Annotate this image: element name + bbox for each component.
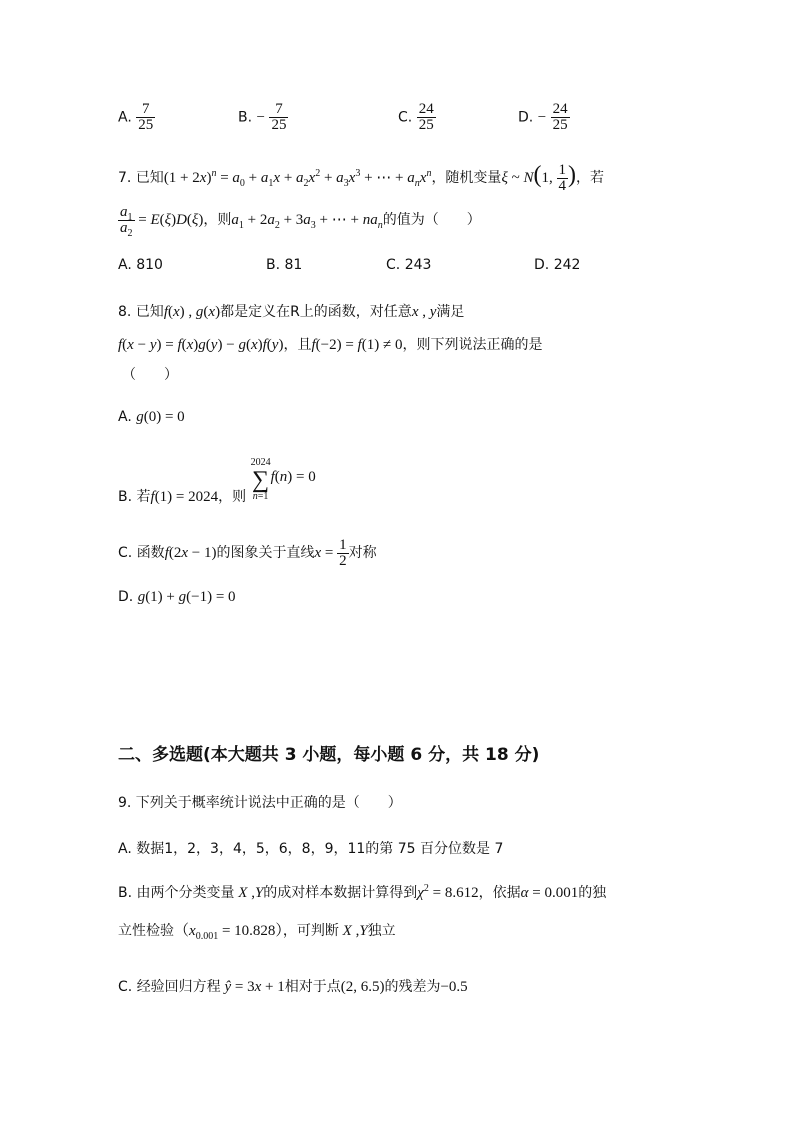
option-text-2: ，则 <box>218 489 247 505</box>
q8-vars: x , y <box>411 304 437 320</box>
q7-expansion: $(1 + 2x)^n = a_0 + a_1x + a_2x^2 + a_3x^3$ + ⋯ + $a_nx^n$ <box>163 168 432 189</box>
option-text: 242 <box>553 257 581 273</box>
q6-option-c[interactable] <box>398 102 436 133</box>
option-text-2: 相对于点 <box>284 979 341 995</box>
numerator: 24 <box>418 101 434 117</box>
q8-text-4: ，且 <box>283 337 312 353</box>
q7-text-4: ，则 <box>203 211 232 228</box>
fraction <box>417 102 436 133</box>
numerator: 24 <box>552 101 568 117</box>
fraction <box>269 102 288 133</box>
q8-functions: f(x) , g(x) <box>163 304 221 320</box>
option-label: B. <box>266 257 281 273</box>
q7-text-1: 已知 <box>135 170 164 186</box>
option-label: B. <box>118 489 133 505</box>
denominator: 25 <box>418 117 434 133</box>
option-regression: ŷ = 3x + 1 <box>224 979 285 995</box>
option-text-2: 的成对样本数据计算得到 <box>263 885 418 901</box>
option-label: C. <box>118 979 133 995</box>
q9-option-b-line1[interactable] <box>118 882 606 902</box>
q7-text-3: ，若 <box>576 170 605 186</box>
option-text-3: 对称 <box>348 544 377 561</box>
fraction <box>136 102 155 133</box>
option-text-4: 的独 <box>578 885 607 901</box>
option-text: 810 <box>136 257 163 273</box>
option-formula-2: x = $\frac{1}{2}$ <box>314 537 347 569</box>
option-sign: − <box>256 109 265 126</box>
q8-text-3: 满足 <box>436 304 465 320</box>
option-formula: g(1) + g(−1) = 0 <box>137 589 236 605</box>
q7-text-2: ，随机变量 <box>431 170 502 186</box>
q6-option-d[interactable] <box>518 102 570 133</box>
q9-option-b-line2 <box>118 919 396 940</box>
fraction <box>551 102 570 133</box>
summation: 2024 ∑ n=1 <box>250 457 271 502</box>
option-label: B. <box>238 109 253 126</box>
option-label: D. <box>518 109 534 126</box>
option-text: 243 <box>404 257 432 273</box>
q7-option-c[interactable] <box>386 257 431 273</box>
option-label: A. <box>118 409 132 425</box>
q8-text-1: 已知 <box>135 304 164 320</box>
q7-condition: $\frac{a_1}{a_2}$ = E(ξ)D(ξ) <box>120 204 204 239</box>
q6-option-a[interactable] <box>118 102 155 133</box>
q7-sum: $a_1 + 2a_2 + 3a_3$ + ⋯ + $na_n$ <box>231 211 383 231</box>
q8-condition: f(−2) = f(1) ≠ 0 <box>311 337 403 353</box>
option-chi: $\chi^2 = 8.612$ <box>417 883 479 901</box>
q7-distribution: ξ ~ N(1, $\frac{1}{4}$ ) <box>501 162 577 195</box>
q7-stem-line2 <box>118 204 481 239</box>
question-number: 7. <box>118 170 132 186</box>
option-text-2: 的图象关于直线 <box>216 544 315 561</box>
option-label: A. <box>118 257 132 273</box>
option-label: D. <box>118 589 134 605</box>
q7-option-b[interactable] <box>266 257 302 273</box>
option-label: C. <box>118 544 133 561</box>
q8-text-5: ，则下列说法正确的是 <box>402 337 543 353</box>
denominator: 25 <box>271 117 287 133</box>
q8-stem-line2 <box>118 334 542 354</box>
option-sign: − <box>537 109 547 126</box>
q7-option-a[interactable] <box>118 257 163 273</box>
option-label: B. <box>118 885 133 901</box>
option-text-1: 经验回归方程 <box>136 979 221 995</box>
option-alpha: α = 0.001 <box>520 885 579 901</box>
q8-option-d[interactable] <box>118 589 236 606</box>
option-vars: X ,Y <box>238 885 264 901</box>
option-residual: −0.5 <box>440 979 468 995</box>
option-vars-2: X ,Y <box>342 923 368 939</box>
question-number: 8. <box>118 304 132 320</box>
option-text-3: 的残差为 <box>384 979 441 995</box>
option-formula-1: f(1) = 2024 <box>150 489 219 505</box>
option-label: A. <box>118 109 132 126</box>
numerator: 7 <box>275 101 283 117</box>
denominator: 25 <box>138 117 154 133</box>
option-label: D. <box>534 257 550 273</box>
q8-text-2: 都是定义在R上的函数，对任意 <box>220 304 412 320</box>
q6-option-b[interactable] <box>238 102 288 133</box>
option-text: 81 <box>284 257 303 273</box>
q9-option-c[interactable] <box>118 976 468 996</box>
option-critical: $(x_{0.001} = 10.828)$ <box>174 923 283 942</box>
q7-option-d[interactable] <box>534 257 580 273</box>
option-text-1: 由两个分类变量 <box>136 885 235 901</box>
q7-stem-line1 <box>118 162 604 194</box>
option-label: C. <box>398 109 413 126</box>
q9-stem: 9. 下列关于概率统计说法中正确的是（ ） <box>118 795 402 811</box>
option-text-7: 独立 <box>367 923 396 939</box>
q8-option-c[interactable] <box>118 538 377 569</box>
option-point: (2, 6.5) <box>340 979 385 995</box>
option-text-6: ，可判断 <box>282 923 339 939</box>
option-label: C. <box>386 257 401 273</box>
option-text-1: 若 <box>136 489 151 505</box>
q8-equation: f(x − y) = f(x)g(y) − g(x)f(y) <box>118 337 284 353</box>
q7-text-5: 的值为（ ） <box>382 211 481 228</box>
option-formula-2: f(n) = 0 <box>270 469 316 485</box>
option-text-1: 函数 <box>136 544 165 561</box>
option-text-5: 立性检验 <box>118 923 174 939</box>
section-title: 二、多选题(本大题共 3 小题，每小题 6 分，共 18 分) <box>118 745 540 765</box>
denominator: 25 <box>552 117 568 133</box>
option-formula-1: f(2x − 1) <box>164 544 217 561</box>
numerator: 7 <box>141 101 150 117</box>
q8-stem-line1 <box>118 301 464 321</box>
q8-option-b[interactable] <box>118 457 316 505</box>
q8-paren: （ ） <box>122 367 178 383</box>
option-text-3: ，依据 <box>478 885 521 901</box>
q9-option-a[interactable]: A. 数据1，2，3，4，5，6，8，9，11的第 75 百分位数是 7 <box>118 841 504 857</box>
q8-option-a[interactable] <box>118 409 185 426</box>
option-formula: g(0) = 0 <box>136 409 185 425</box>
